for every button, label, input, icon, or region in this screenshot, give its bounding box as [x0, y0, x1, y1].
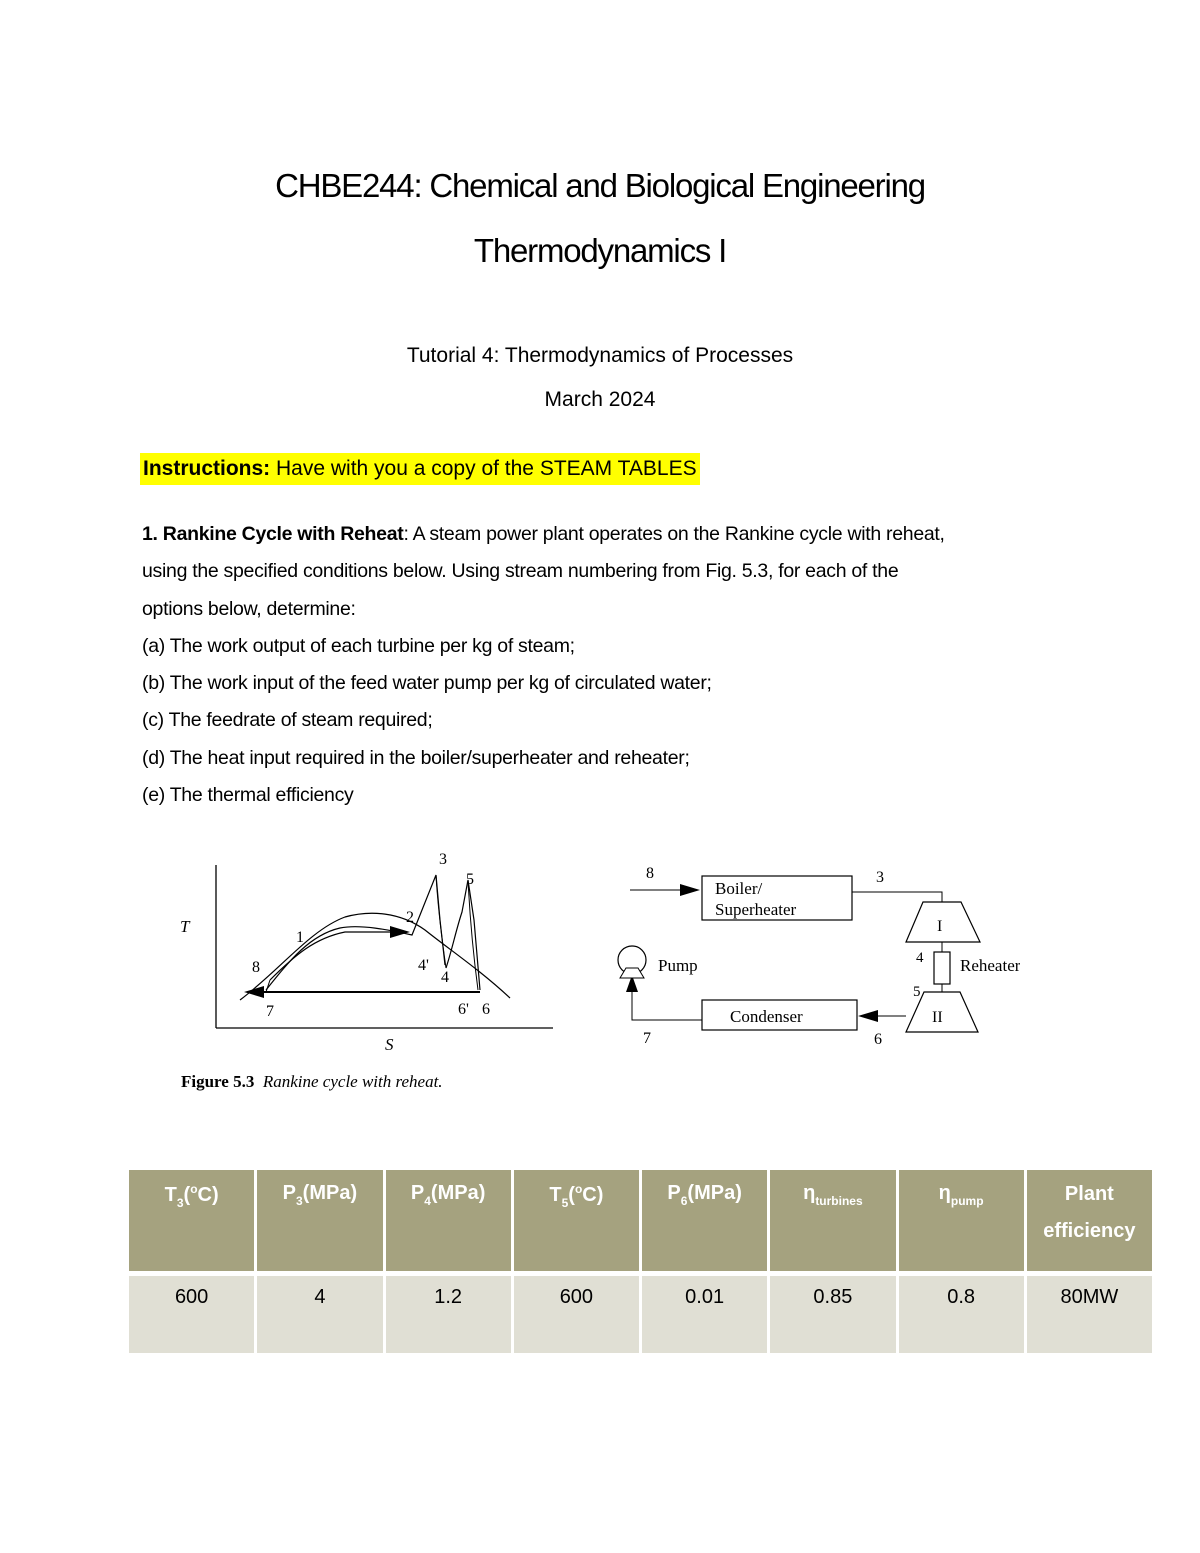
reheater-label: Reheater [960, 956, 1020, 975]
reheater-box [934, 952, 950, 984]
col-t5 [512, 1170, 640, 1271]
col-p6-tail: (MPa) [687, 1182, 742, 1204]
col-eta-turbines [769, 1170, 897, 1271]
col-p6 [641, 1170, 769, 1271]
turbine-1 [906, 902, 980, 942]
conditions-table [126, 1170, 1155, 1353]
col-t3-sub: 3 [176, 1196, 184, 1210]
pt-2: 2 [406, 909, 414, 926]
pt-8: 8 [252, 959, 260, 976]
col-t5-main: T [549, 1184, 562, 1206]
pt-1: 1 [296, 929, 304, 946]
boil-arrow [390, 926, 410, 938]
ts-x-label: S [385, 1035, 394, 1054]
saturation-dome [240, 913, 510, 1000]
pt-6: 6 [482, 1001, 490, 1018]
cell-t5: 600 [512, 1276, 640, 1353]
ts-diagram [180, 851, 553, 1054]
col-eta-pump-sub: pump [950, 1194, 984, 1208]
cell-eta-turbines: 0.85 [769, 1276, 897, 1353]
col-t3-sup: o [190, 1182, 198, 1196]
col-eta-turbines-sub: turbines [815, 1194, 863, 1208]
col-plant-line1: Plant [1064, 1183, 1114, 1205]
turbine-1-label: I [937, 918, 943, 935]
boiler-label-2: Superheater [715, 900, 797, 919]
instructions-label: Instructions: [143, 457, 271, 480]
condenser-label: Condenser [730, 1007, 803, 1026]
cell-p6: 0.01 [641, 1276, 769, 1353]
question-item-d: (d) The heat input required in the boiler/superheater and reheater; [142, 746, 690, 769]
caption-label: Figure 5.3 [181, 1072, 255, 1091]
col-t5-end: C) [582, 1184, 604, 1206]
question-intro-text: : A steam power plant operates on the Rankine cycle with reheat, [403, 523, 945, 545]
question-heading: 1. Rankine Cycle with Reheat [142, 523, 404, 545]
stream-3-label: 3 [876, 869, 884, 886]
boiler-label-1: Boiler/ [715, 879, 763, 898]
turbine-2-label: II [932, 1009, 943, 1026]
col-eta-pump [897, 1170, 1025, 1271]
col-t3 [128, 1170, 256, 1271]
instructions-highlight [140, 453, 700, 485]
col-t3-main: T [164, 1184, 177, 1206]
col-p3-sub: 3 [295, 1194, 303, 1208]
cell-eta-pump: 0.8 [897, 1276, 1025, 1353]
stream-3-line [852, 892, 942, 902]
col-p3-tail: (MPa) [302, 1182, 358, 1204]
course-title: CHBE244: Chemical and Biological Engineering [275, 167, 925, 204]
stream-8-label: 8 [646, 865, 654, 882]
col-eta-pump-main: η [938, 1182, 951, 1204]
reheat-path [446, 880, 480, 990]
col-plant-line2: efficiency [1043, 1220, 1136, 1242]
ts-y-label: T [180, 917, 190, 936]
question-line-2: using the specified conditions below. Using stream numbering from Fig. 5.3, for each of the [142, 560, 899, 583]
stream-6-label: 6 [874, 1031, 882, 1048]
stream-8-arrow [680, 884, 700, 896]
question-1 [142, 516, 1142, 814]
stream-4-label: 4 [916, 950, 924, 966]
pt-3: 3 [439, 851, 447, 868]
instructions-text: Have with you a copy of the STEAM TABLES [270, 457, 697, 480]
pump-label: Pump [658, 956, 698, 975]
cell-t3: 600 [128, 1276, 256, 1353]
col-plant-efficiency [1025, 1170, 1153, 1271]
question-item-c: (c) The feedrate of steam required; [142, 709, 433, 732]
stream-7-label: 7 [643, 1030, 651, 1047]
pt-7: 7 [266, 1003, 274, 1020]
stream-7-line [632, 985, 702, 1020]
table-header-row [128, 1170, 1154, 1271]
pt-4: 4 [441, 969, 449, 986]
pt-6-prime: 6' [458, 1001, 469, 1018]
date: March 2024 [544, 388, 656, 411]
col-p3 [256, 1170, 384, 1271]
col-p6-main: P [667, 1182, 681, 1204]
col-t5-sub: 5 [561, 1196, 569, 1210]
figure-5-3 [160, 840, 1020, 1060]
expansion-2 [468, 880, 478, 990]
tutorial-title: Tutorial 4: Thermodynamics of Processes [406, 344, 794, 367]
course-subtitle: Thermodynamics I [473, 232, 727, 269]
col-eta-turbines-main: η [803, 1182, 816, 1204]
stream-5-label: 5 [913, 984, 921, 1000]
cell-p4: 1.2 [384, 1276, 512, 1353]
col-p3-main: P [282, 1182, 296, 1204]
col-p4 [384, 1170, 512, 1271]
condense-arrow [244, 986, 264, 998]
flow-diagram [618, 865, 1020, 1048]
col-p4-sub: 4 [424, 1194, 431, 1208]
question-item-b: (b) The work input of the feed water pump per kg of circulated water; [142, 672, 712, 695]
stream-6-arrow [858, 1010, 878, 1022]
col-p4-tail: (MPa) [430, 1182, 486, 1204]
figure-caption [181, 1072, 443, 1092]
table-row [128, 1276, 1154, 1353]
col-t3-end: C) [197, 1184, 219, 1206]
col-p6-sub: 6 [680, 1194, 688, 1208]
cell-p3: 4 [256, 1276, 384, 1353]
cell-plant-efficiency: 80MW [1025, 1276, 1153, 1353]
col-p4-main: P [410, 1182, 425, 1204]
pt-4-prime: 4' [418, 957, 429, 974]
col-t3-tail: ( [183, 1184, 191, 1206]
question-intro [142, 516, 1142, 553]
question-line-3: options below, determine: [142, 597, 356, 620]
caption-text: Rankine cycle with reheat. [262, 1072, 443, 1091]
question-item-e: (e) The thermal efficiency [142, 784, 354, 807]
pt-5: 5 [466, 871, 474, 888]
col-t5-tail: ( [568, 1184, 575, 1206]
question-item-a: (a) The work output of each turbine per kg of steam; [142, 634, 575, 657]
col-t5-sup: o [574, 1182, 583, 1196]
